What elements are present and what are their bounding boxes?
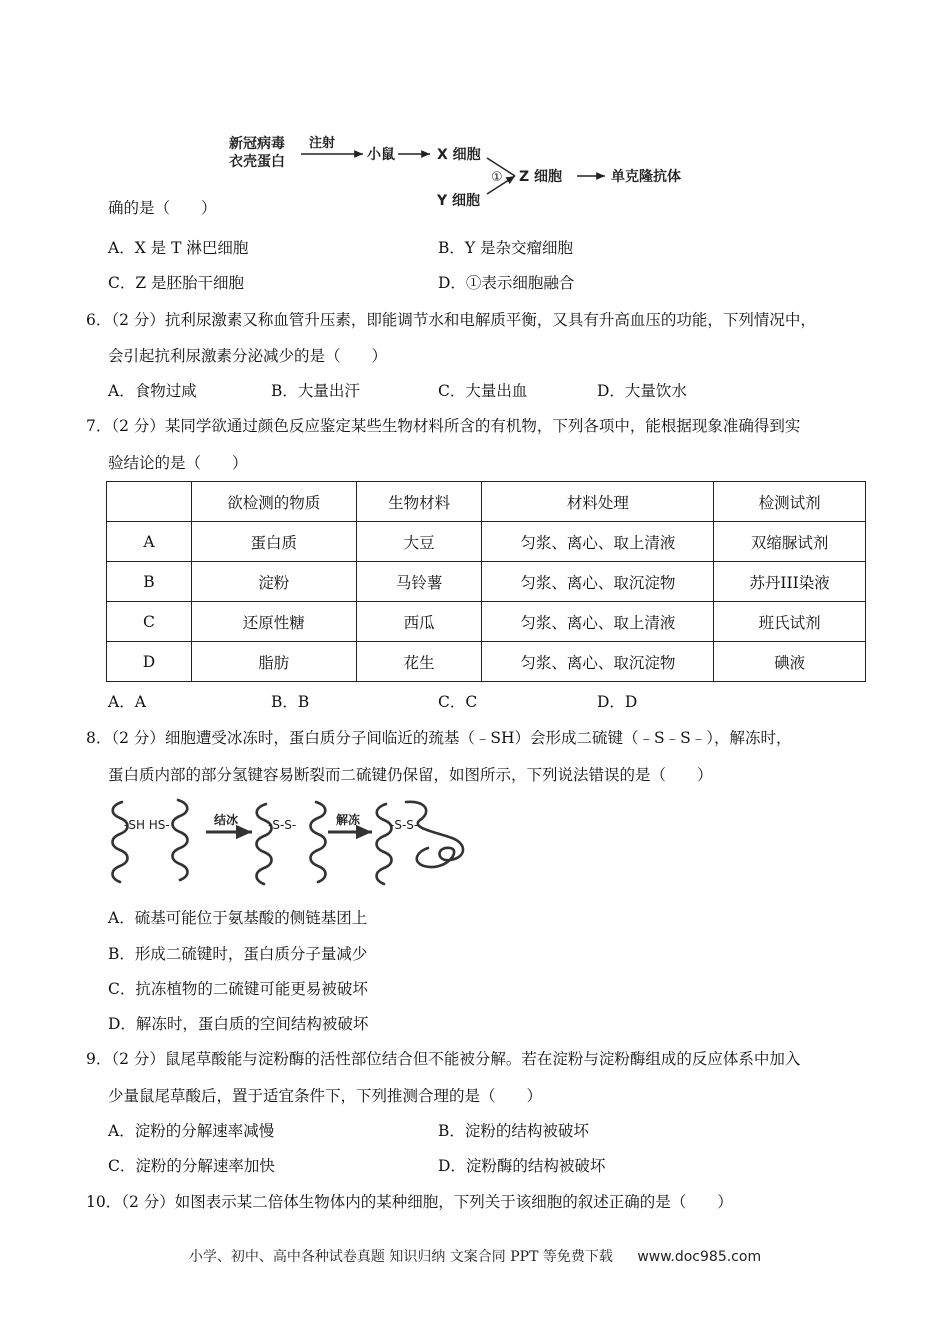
q8-stem-line1: 8．（2 分）细胞遭受冰冻时，蛋白质分子间临近的巯基（﹣SH）会形成二硫键（﹣S﹣S﹣），解冻时，: [86, 729, 792, 747]
q7-option-d[interactable]: D．D: [597, 693, 638, 711]
q9-stem-line1: 9．（2 分）鼠尾草酸能与淀粉酶的活性部位结合但不能被分解。若在淀粉与淀粉酶组成的反应体系中加入: [86, 1050, 801, 1068]
table-header-cell: 欲检测的物质: [191, 482, 356, 522]
protein-chain-2: [173, 800, 188, 880]
x-cell-label: X 细胞: [437, 147, 481, 163]
antibody-label: 单克隆抗体: [611, 169, 681, 185]
table-cell: 脂肪: [191, 642, 356, 682]
q9-option-b[interactable]: B．淀粉的结构被破坏: [438, 1122, 589, 1140]
footer-text: 小学、初中、高中各种试卷真题 知识归纳 文案合同 PPT 等免费下载: [188, 1249, 613, 1265]
q8-option-c[interactable]: C．抗冻植物的二硫键可能更易被破坏: [108, 980, 368, 998]
table-row: [107, 522, 866, 562]
antigen-label-1: 新冠病毒: [229, 136, 285, 152]
table-cell: 匀浆、离心、取沉淀物: [482, 642, 714, 682]
q9-option-c[interactable]: C．淀粉的分解速率加快: [108, 1157, 275, 1175]
thaw-label: 解冻: [336, 813, 361, 827]
table-cell: 马铃薯: [356, 562, 482, 602]
q9-option-a[interactable]: A．淀粉的分解速率减慢: [108, 1122, 275, 1140]
table-row: [107, 642, 866, 682]
table-row: [107, 562, 866, 602]
step-one-label: ①: [491, 170, 503, 185]
protein-chain-1: [113, 802, 128, 882]
mouse-label: 小鼠: [367, 147, 395, 163]
q9-option-d[interactable]: D．淀粉酶的结构被破坏: [438, 1157, 606, 1175]
table-cell: 淀粉: [191, 562, 356, 602]
table-cell: 西瓜: [356, 602, 482, 642]
table-cell: 碘液: [714, 642, 866, 682]
q8-option-a[interactable]: A．硫基可能位于氨基酸的侧链基团上: [108, 909, 368, 927]
footer-link[interactable]: www.doc985.com: [637, 1249, 762, 1265]
q7-table: [106, 481, 866, 682]
protein-chain-4: [311, 802, 326, 882]
table-header-row: [107, 482, 866, 522]
table-cell: 匀浆、离心、取上清液: [482, 602, 714, 642]
page-footer: [0, 1246, 950, 1266]
q6-option-d[interactable]: D．大量饮水: [597, 382, 687, 400]
q5-option-d[interactable]: D．①表示细胞融合: [438, 274, 575, 292]
table-cell: A: [107, 522, 192, 562]
q7-option-a[interactable]: A．A: [108, 693, 146, 711]
table-cell: C: [107, 602, 192, 642]
q7-stem-line1: 7．（2 分）某同学欲通过颜色反应鉴定某些生物材料所含的有机物，下列各项中，能根据现象准确得到实: [86, 417, 801, 435]
q6-stem-line2: 会引起抗利尿激素分泌减少的是（ ）: [108, 347, 388, 365]
ss-label-2: -S-S-: [390, 818, 419, 832]
sh-hs-label: -SH HS-: [124, 818, 170, 832]
q6-option-a[interactable]: A．食物过咸: [108, 382, 197, 400]
antigen-label-2: 衣壳蛋白: [229, 154, 285, 170]
table-cell: D: [107, 642, 192, 682]
table-header-cell: [107, 482, 192, 522]
table-cell: 花生: [356, 642, 482, 682]
table-cell: 大豆: [356, 522, 482, 562]
q5-option-b[interactable]: B．Y 是杂交瘤细胞: [438, 239, 574, 257]
q8-option-b[interactable]: B．形成二硫键时，蛋白质分子量减少: [108, 945, 368, 963]
ss-label-1: -S-S-: [268, 818, 297, 832]
q8-option-d[interactable]: D．解冻时，蛋白质的空间结构被破坏: [108, 1015, 369, 1033]
protein-chain-5: [377, 804, 392, 884]
q6-option-b[interactable]: B．大量出汗: [271, 382, 360, 400]
table-cell: 蛋白质: [191, 522, 356, 562]
q9-stem-line2: 少量鼠尾草酸后，置于适宜条件下，下列推测合理的是（ ）: [108, 1087, 543, 1105]
table-header-cell: 生物材料: [356, 482, 482, 522]
protein-chain-3: [257, 804, 272, 884]
table-cell: 双缩脲试剂: [714, 522, 866, 562]
table-cell: B: [107, 562, 192, 602]
q6-stem-line1: 6．（2 分）抗利尿激素又称血管升压素，即能调节水和电解质平衡，又具有升高血压的功能，下列情况中，: [86, 311, 816, 329]
q10-stem-line1: 10．（2 分）如图表示某二倍体生物体内的某种细胞，下列关于该细胞的叙述正确的是（ ）: [86, 1193, 733, 1211]
disulfide-bond-diagram: [106, 796, 478, 888]
table-row: [107, 602, 866, 642]
table-cell: 匀浆、离心、取上清液: [482, 522, 714, 562]
q8-stem-line2: 蛋白质内部的部分氢键容易断裂而二硫键仍保留，如图所示，下列说法错误的是（ ）: [108, 766, 713, 784]
freeze-label: 结冰: [214, 813, 239, 827]
q7-option-b[interactable]: B．B: [271, 693, 310, 711]
protein-chain-6-unfolded: [406, 802, 463, 867]
y-cell-label: Y 细胞: [437, 193, 481, 209]
monoclonal-antibody-diagram: [225, 128, 705, 214]
table-cell: 班氏试剂: [714, 602, 866, 642]
table-header-cell: 材料处理: [482, 482, 714, 522]
table-cell: 还原性糖: [191, 602, 356, 642]
table-header-cell: 检测试剂: [714, 482, 866, 522]
q5-option-c[interactable]: C．Z 是胚胎干细胞: [108, 274, 245, 292]
q7-option-c[interactable]: C．C: [438, 693, 478, 711]
inject-label: 注射: [309, 136, 336, 151]
q5-stem-tail: 确的是（ ）: [108, 199, 217, 217]
table-cell: 匀浆、离心、取沉淀物: [482, 562, 714, 602]
z-cell-label: Z 细胞: [519, 169, 563, 185]
q7-stem-line2: 验结论的是（ ）: [108, 454, 248, 472]
q5-option-a[interactable]: A．X 是 T 淋巴细胞: [108, 239, 249, 257]
q6-option-c[interactable]: C．大量出血: [438, 382, 528, 400]
table-cell: 苏丹III染液: [714, 562, 866, 602]
